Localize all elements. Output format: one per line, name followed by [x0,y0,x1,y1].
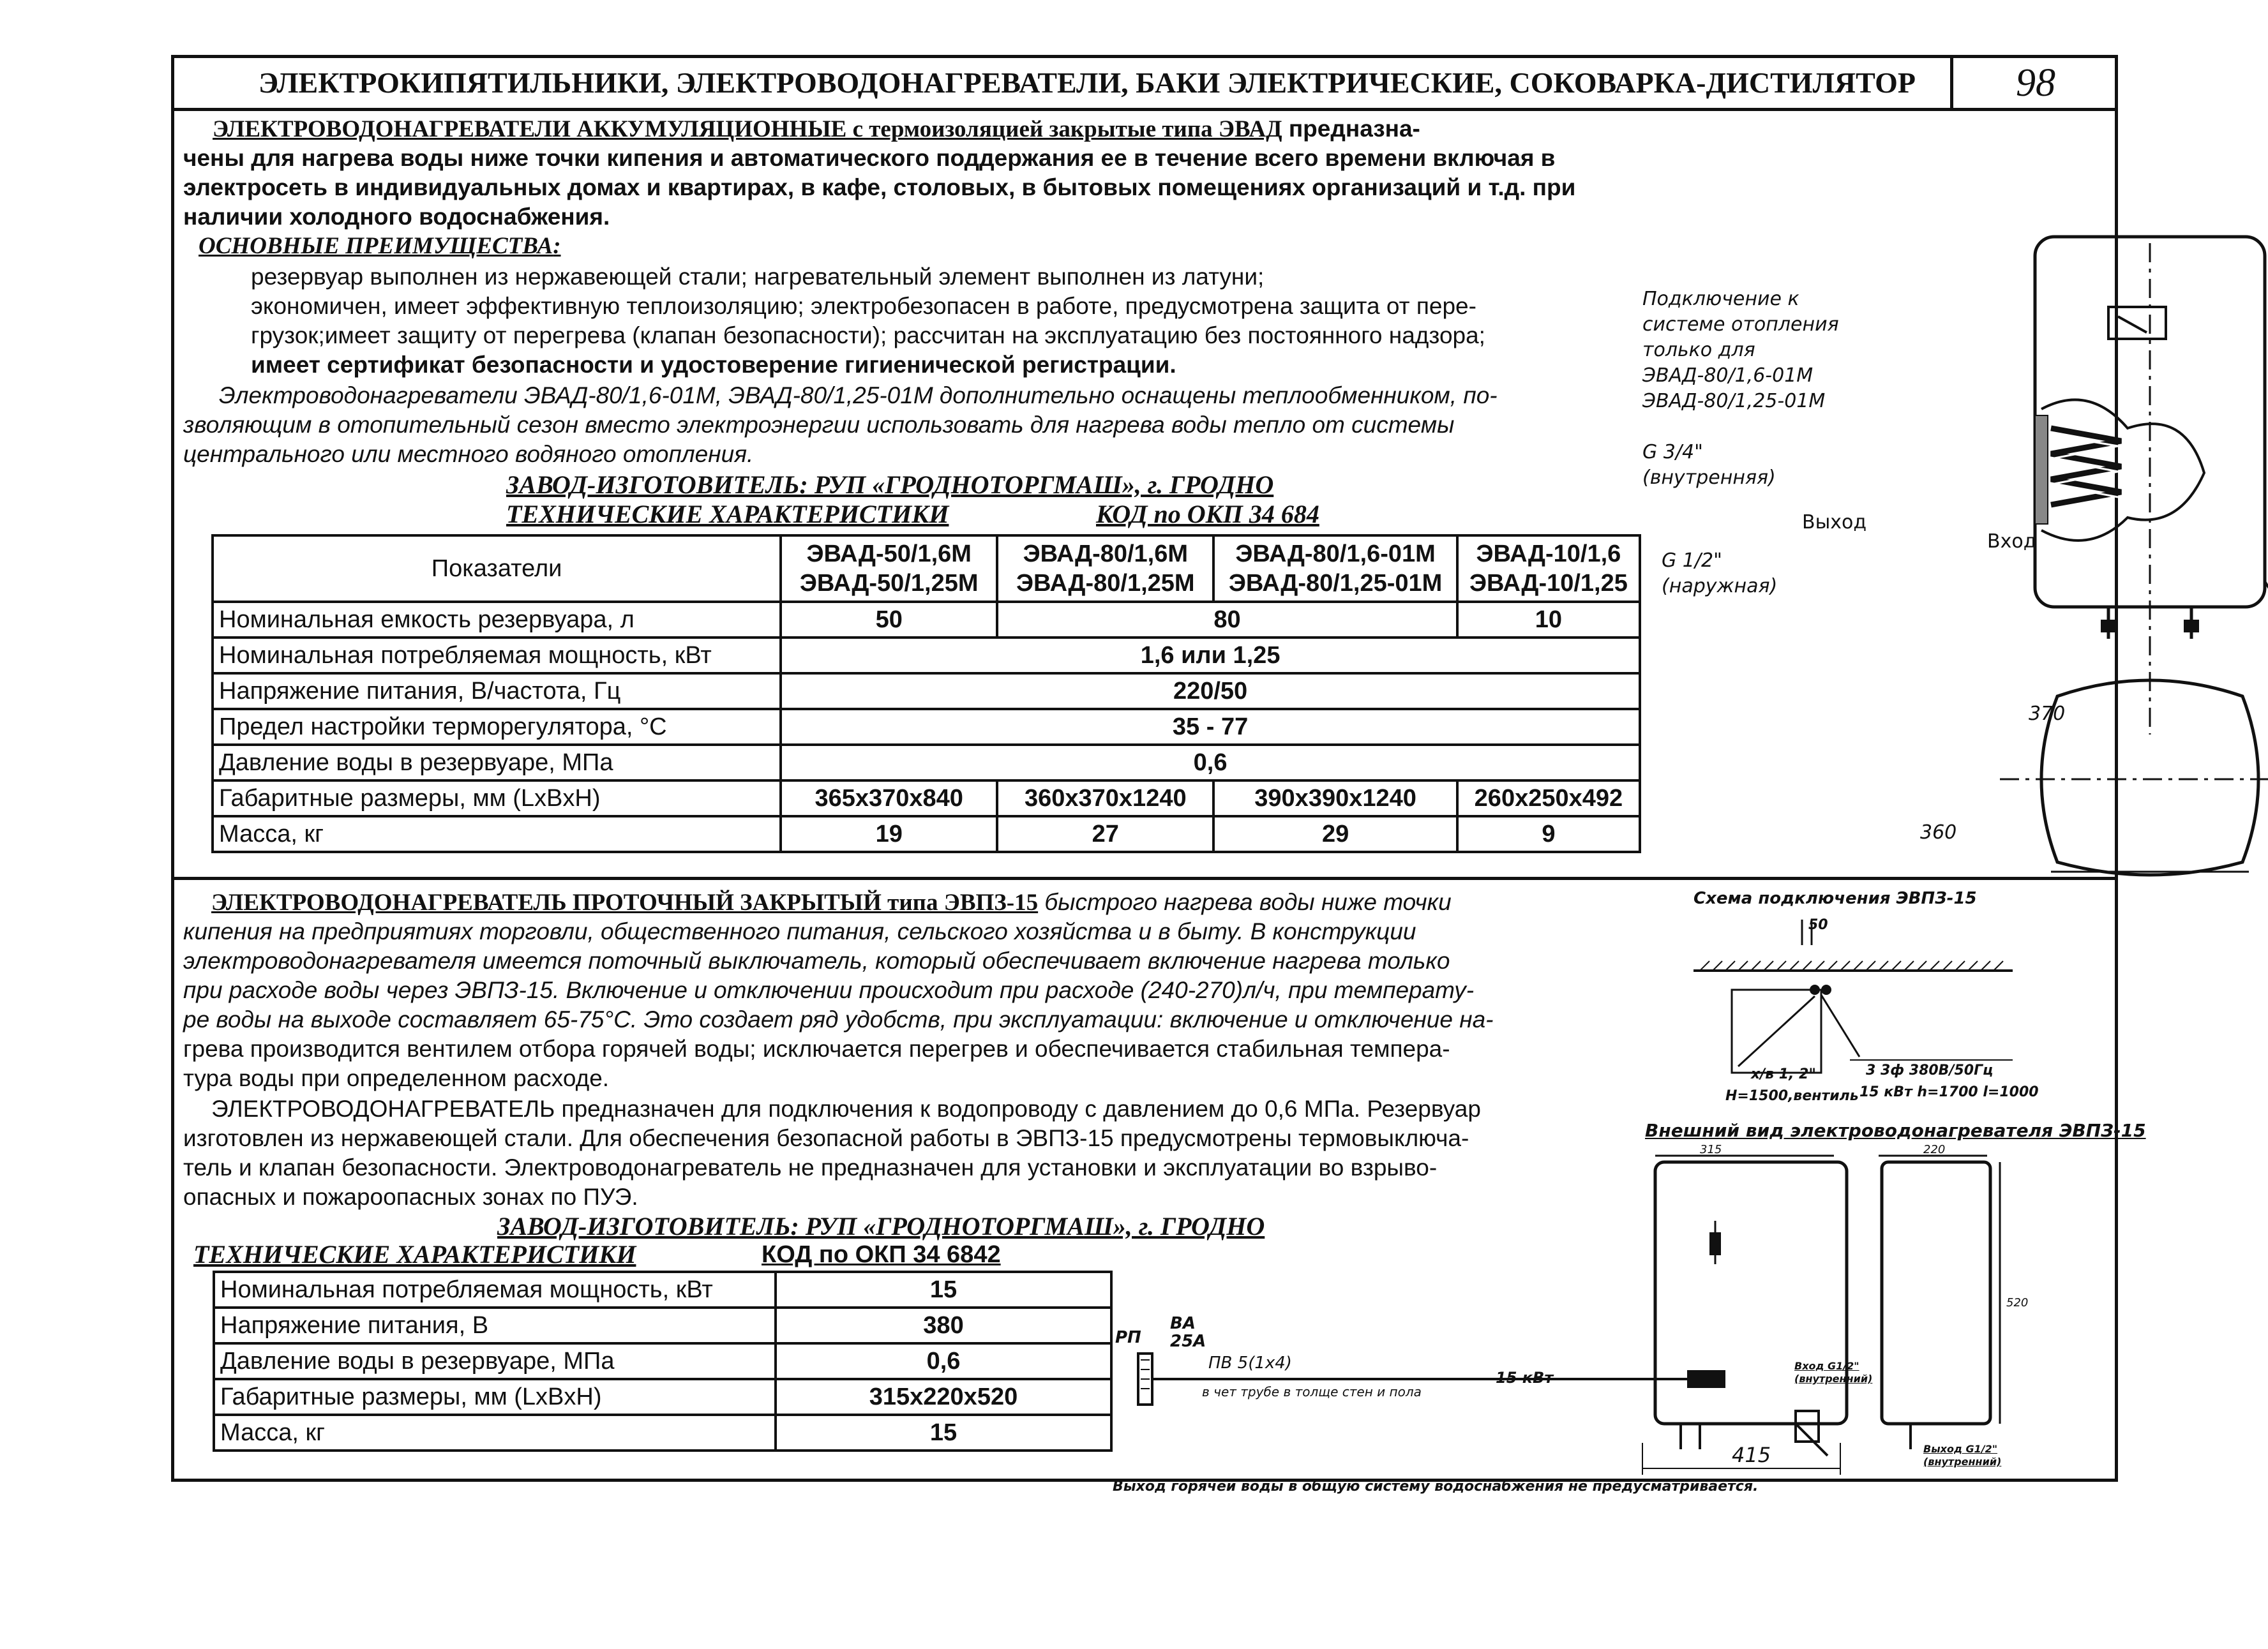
evpz-line2: изготовлен из нержавеющей стали. Для обеспечения безопасной работы в ЭВПЗ-15 предусмотрены термовыключа- [183,1125,1469,1151]
page-frame [171,55,2146,1495]
evpz-spec-table [213,1271,1113,1452]
scheme-power-sub: 15 кВт h=1700 l=1000 [1859,1084,2039,1100]
evpz-line: электроводонагревателя имеется поточный выключатель, который обеспечивает включение нагрева только [183,948,1450,974]
model-header-80-01: ЭВАД-80/1,6-01М ЭВАД-80/1,25-01М [1213,535,1457,602]
evad-intro-title: ЭЛЕКТРОВОДОНАГРЕВАТЕЛИ АККУМУЛЯЦИОННЫЕ с термоизоляцией закрытые типа ЭВАД [213,116,1282,142]
table-row [214,1308,1111,1343]
drawing-dim-depth: 370 [2029,703,2066,725]
exterior-dim-bottom: 415 [1732,1443,1771,1467]
exterior-outlet-sub: (внутренний) [1923,1456,2002,1468]
row-label: Масса, кг [214,1415,776,1451]
wiring-rp: РП [1115,1328,1141,1347]
cell-value: 360x370x1240 [997,780,1213,816]
evad-intro-rest: предназна- [1282,116,1420,142]
table-row [213,745,1640,780]
evpz-exterior-drawing [1630,1143,2115,1475]
evpz-line: ре воды на выходе составляет 65-75°С. Это создает ряд удобств, при эксплуатации: включение и отключение на- [183,1006,1494,1033]
table-row [213,709,1640,745]
page-header [174,58,2115,111]
scheme-power: 3 3ф 380В/50Гц [1866,1063,1994,1078]
evpz-first-line [211,888,1452,918]
table-header-row [213,535,1640,602]
evad-heater-drawing [1642,173,2115,875]
row-label: Предел настройки терморегулятора, °С [213,709,781,745]
table-row [214,1343,1111,1379]
evpz-line2: тель и клапан безопасности. Электроводонагреватель не предназначен для установки и эксплуатации во взрыво- [183,1154,1438,1181]
evad-intro-line: наличии холодного водоснабжения. [183,204,610,230]
section-divider [174,877,2115,880]
wiring-breaker-type: ВА [1170,1314,1196,1333]
cell-value: 50 [781,602,997,638]
evad-intro-line: чены для нагрева воды ниже точки кипения и автоматического поддержания ее в течение всего времени включая в [183,145,1556,171]
row-label: Номинальная потребляемая мощность, кВт [213,638,781,673]
page-number: 98 [1950,58,2118,108]
wiring-footnote: Выход горячей воды в общую систему водоснабжения не предусматривается. [1113,1479,1759,1495]
table-row [214,1272,1111,1308]
wiring-breaker-rating: 25А [1170,1332,1206,1351]
row-label: Номинальная потребляемая мощность, кВт [214,1272,776,1308]
evpz-title: ЭЛЕКТРОВОДОНАГРЕВАТЕЛЬ ПРОТОЧНЫЙ ЗАКРЫТЫЙ типа ЭВПЗ-15 [211,890,1039,916]
advantage-line: резервуар выполнен из нержавеющей стали; нагревательный элемент выполнен из латуни; [251,264,1265,290]
evad-manufacturer: ЗАВОД-ИЗГОТОВИТЕЛЬ: РУП «ГРОДНОТОРГМАШ», г. ГРОДНО [506,470,1274,499]
cell-value: 10 [1457,602,1640,638]
advantage-certificate: имеет сертификат безопасности и удостоверение гигиенической регистрации. [251,352,1176,378]
scheme-dim50: 50 [1808,917,1828,933]
advantage-line: грузок;имеет защиту от перегрева (клапан безопасности); рассчитан на эксплуатацию без постоянного надзора; [251,322,1485,348]
cell-value: 220/50 [781,673,1640,709]
cell-value: 27 [997,816,1213,852]
exterior-dim-height: 520 [2006,1296,2029,1310]
cell-value: 0,6 [776,1343,1111,1379]
drawing-note: системе отопления [1642,313,1839,336]
row-label: Масса, кг [213,816,781,852]
row-label: Габаритные размеры, мм (LxBxH) [213,780,781,816]
row-label: Напряжение питания, В/частота, Гц [213,673,781,709]
scheme-valve: Н=1500,вентиль [1725,1088,1859,1104]
cell-value: 365x370x840 [781,780,997,816]
evad-intro-line: электросеть в индивидуальных домах и квартирах, в кафе, столовых, в бытовых помещениях организаций и т.д. при [183,174,1576,200]
exchanger-line: зволяющим в отопительный сезон вместо электроэнергии использовать для нагрева воды тепло от системы [183,412,1455,438]
row-label: Давление воды в резервуаре, МПа [214,1343,776,1379]
table-row [214,1379,1111,1415]
drawing-note: ЭВАД-80/1,25-01М [1642,390,1826,412]
exterior-outlet-label: Выход G1/2" [1923,1443,1998,1455]
evpz-line: кипения на предприятиях торговли, общественного питания, сельского хозяйства и в быту. В конструкции [183,918,1416,944]
evpz-line: грева производится вентилем отбора горячей воды; исключается перегрев и обеспечивается стабильная темпера- [183,1036,1450,1062]
drawing-g12: G 1/2" [1662,549,1722,572]
table-row [213,638,1640,673]
evpz-okp-code: КОД по ОКП 34 6842 [762,1241,1001,1268]
drawing-g12-sub: (наружная) [1662,575,1778,597]
exchanger-line: центрального или местного водяного отопления. [183,441,754,467]
scheme-fitting: х/в 1, 2" [1751,1066,1816,1082]
table-row [214,1415,1111,1451]
exterior-inlet-sub: (внутренний) [1794,1373,1873,1385]
model-header-10: ЭВАД-10/1,6 ЭВАД-10/1,25 [1457,535,1640,602]
drawing-g34-sub: (внутренняя) [1642,466,1776,489]
row-label: Габаритные размеры, мм (LxBxH) [214,1379,776,1415]
evpz-line: при расходе воды через ЭВПЗ-15. Включение и отключении происходит при расходе (240-270)л/ч, при температу- [183,977,1475,1003]
exterior-dim-top-left: 315 [1700,1143,1722,1156]
page-title: ЭЛЕКТРОКИПЯТИЛЬНИКИ, ЭЛЕКТРОВОДОНАГРЕВАТЕЛИ, БАКИ ЭЛЕКТРИЧЕСКИЕ, СОКОВАРКА-ДИСТИЛЯТОР [258,66,1916,99]
cell-value: 15 [776,1272,1111,1308]
evpz-line: тура воды при определенном расходе. [183,1065,610,1091]
evad-okp-code: КОД по ОКП 34 684 [1096,500,1319,528]
evpz-manufacturer: ЗАВОД-ИЗГОТОВИТЕЛЬ: РУП «ГРОДНОТОРГМАШ», г. ГРОДНО [497,1212,1265,1241]
drawing-inlet-label: Вход [1987,530,2037,553]
cell-value: 1,6 или 1,25 [781,638,1640,673]
drawing-dim-width: 360 [1920,821,1957,844]
cell-value: 315x220x520 [776,1379,1111,1415]
evad-specs-title: ТЕХНИЧЕСКИЕ ХАРАКТЕРИСТИКИ [506,500,949,528]
cell-value: 19 [781,816,997,852]
drawing-note: ЭВАД-80/1,6-01М [1642,364,1814,387]
wiring-load: 15 кВт [1496,1369,1554,1387]
drawing-note: Подключение к [1642,288,1799,310]
wiring-cable: ПВ 5(1x4) [1208,1354,1292,1373]
cell-value: 29 [1213,816,1457,852]
table-row [213,673,1640,709]
advantage-line: экономичен, имеет эффективную теплоизоляцию; электробезопасен в работе, предусмотрена защита от пере- [251,293,1476,319]
row-label: Напряжение питания, В [214,1308,776,1343]
cell-value: 80 [997,602,1457,638]
model-header-80: ЭВАД-80/1,6М ЭВАД-80/1,25М [997,535,1213,602]
exterior-title: Внешний вид электроводонагревателя ЭВПЗ-15 [1645,1120,2146,1141]
cell-value: 380 [776,1308,1111,1343]
cell-value: 0,6 [781,745,1640,780]
evpz-line2: опасных и пожароопасных зонах по ПУЭ. [183,1184,638,1210]
cell-value: 9 [1457,816,1640,852]
evad-spec-table [211,534,1641,853]
model-header-50: ЭВАД-50/1,6М ЭВАД-50/1,25М [781,535,997,602]
exterior-inlet-label: Вход G1/2" [1794,1360,1859,1372]
exchanger-line: Электроводонагреватели ЭВАД-80/1,6-01М, ЭВАД-80/1,25-01М дополнительно оснащены теплообменником, по- [219,382,1498,408]
evad-intro-first-line [213,114,1420,144]
row-label: Номинальная емкость резервуара, л [213,602,781,638]
table-header-label: Показатели [213,535,781,602]
cell-value: 260x250x492 [1457,780,1640,816]
evpz-specs-title: ТЕХНИЧЕСКИЕ ХАРАКТЕРИСТИКИ [193,1240,636,1269]
table-row [213,816,1640,852]
table-row [213,780,1640,816]
wiring-cable-note: в чет трубе в толще стен и пола [1202,1384,1422,1399]
evpz-line2: ЭЛЕКТРОВОДОНАГРЕВАТЕЛЬ предназначен для подключения к водопроводу с давлением до 0,6 МПа. Резервуар [211,1096,1481,1122]
cell-value: 390x390x1240 [1213,780,1457,816]
row-label: Давление воды в резервуаре, МПа [213,745,781,780]
exterior-dim-top-right: 220 [1923,1143,1946,1156]
drawing-note: только для [1642,339,1755,361]
drawing-g34: G 3/4" [1642,441,1703,463]
drawing-outlet-label: Выход [1802,511,1867,534]
evpz-title-rest: быстрого нагрева воды ниже точки [1038,889,1452,915]
advantages-title: ОСНОВНЫЕ ПРЕИМУЩЕСТВА: [199,233,561,259]
table-row [213,602,1640,638]
scheme-title: Схема подключения ЭВПЗ-15 [1693,889,1977,908]
cell-value: 15 [776,1415,1111,1451]
cell-value: 35 - 77 [781,709,1640,745]
